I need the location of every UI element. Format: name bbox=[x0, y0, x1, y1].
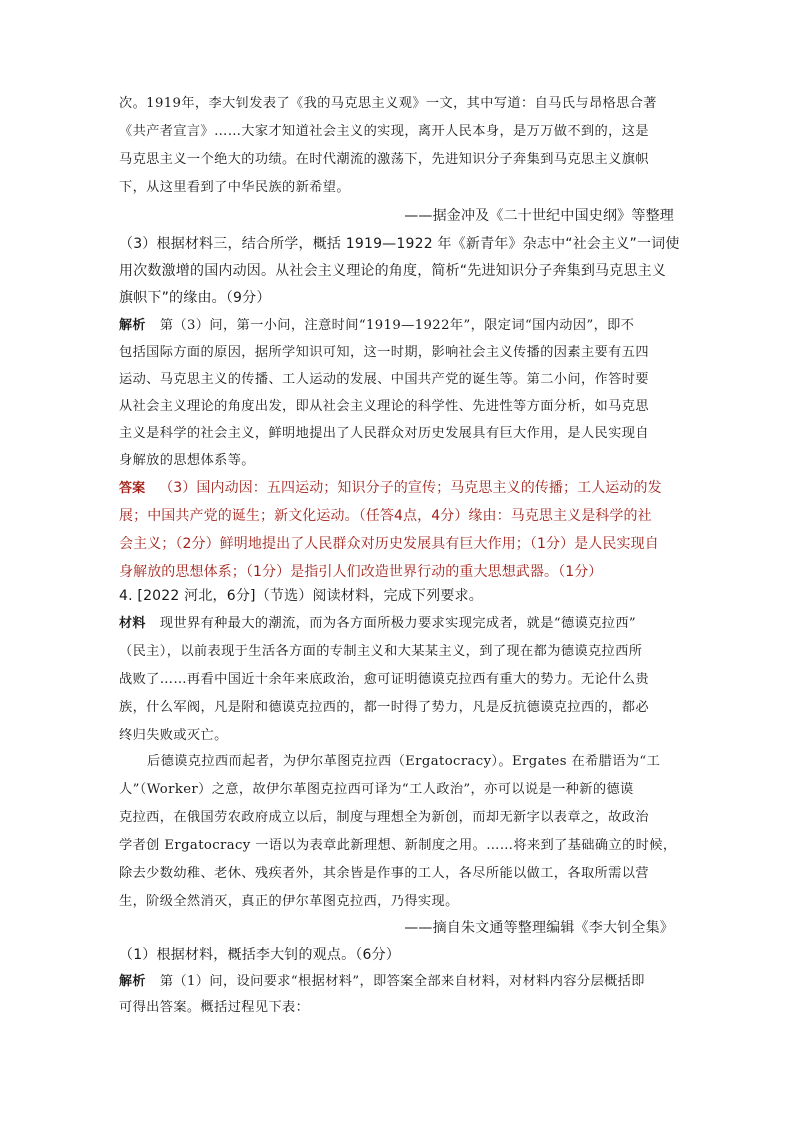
answer-line: 身解放的思想体系；（1分）是指引人们改造世界行动的重大思想武器。（1分） bbox=[119, 564, 603, 580]
material-text: 现世界有种最大的潮流，而为各方面所极力要求实现完成者，就是“德谟克拉西” bbox=[159, 616, 637, 631]
text-line: 终归失败或灭亡。 bbox=[119, 728, 228, 743]
material-label: 材料 bbox=[119, 616, 146, 631]
analysis-label: 解析 bbox=[119, 318, 146, 333]
text-line: 《共产者宣言》……大家才知道社会主义的实现，离开人民本身，是万万做不到的，这是 bbox=[119, 124, 649, 139]
question-line: 旗帜下”的缘由。（9分） bbox=[119, 290, 271, 306]
analysis-first-line bbox=[119, 316, 674, 336]
question-4-1: （1）根据材料，概括李大钊的观点。（6分） bbox=[119, 947, 401, 963]
text-line: 运动、马克思主义的传播、工人运动的发展、中国共产党的诞生等。第二小问，作答时要 bbox=[119, 372, 649, 387]
text-line: 次。1919年，李大钊发表了《我的马克思主义观》一文，其中写道：自马氏与昂格思合著 bbox=[119, 96, 657, 111]
answer-text: （3）国内动因：五四运动；知识分子的宣传；马克思主义的传播；工人运动的发 bbox=[159, 480, 662, 496]
text-line: 生，阶级全然消灭，真正的伊尔革图克拉西，乃得实现。 bbox=[119, 894, 459, 909]
analysis-text: 第（1）问，设问要求“根据材料”，即答案全部来自材料，对材料内容分层概括即 bbox=[159, 974, 645, 989]
answer-label: 答案 bbox=[119, 481, 146, 496]
question-4-header: 4. [2022 河北，6分]（节选）阅读材料，完成下列要求。 bbox=[119, 588, 483, 604]
text-line: 身解放的思想体系等。 bbox=[119, 453, 255, 468]
text-line: 主义是科学的社会主义，鲜明地提出了人民群众对历史发展具有巨大作用，是人民实现自 bbox=[119, 426, 649, 441]
text-line: 人”（Worker）之意，故伊尔革图克拉西可译为“工人政治”，亦可以说是一种新的德谟 bbox=[119, 782, 634, 797]
text-line: 马克思主义一个绝大的功绩。在时代潮流的激荡下，先进知识分子奔集到马克思主义旗帜 bbox=[119, 152, 649, 167]
text-line: 包括国际方面的原因，据所学知识可知，这一时期，影响社会主义传播的因素主要有五四 bbox=[119, 345, 649, 360]
analysis-label: 解析 bbox=[119, 974, 146, 989]
question-line: 用次数激增的国内动因。从社会主义理论的角度，简析“先进知识分子奔集到马克思主义 bbox=[119, 263, 667, 279]
text-line: （民主），以前表现于生活各方面的专制主义和大某某主义，到了现在都为德谟克拉西所 bbox=[119, 644, 643, 659]
analysis-first-line bbox=[119, 972, 674, 992]
text-line: 从社会主义理论的角度出发，即从社会主义理论的科学性、先进性等方面分析，如马克思 bbox=[119, 399, 649, 414]
analysis-text: 第（3）问，第一小问，注意时间“1919—1922年”，限定词“国内动因”，即不 bbox=[159, 318, 635, 333]
text-line: 可得出答案。概括过程见下表： bbox=[119, 1000, 310, 1015]
text-line: 下，从这里看到了中华民族的新希望。 bbox=[119, 180, 350, 195]
material-first-line bbox=[119, 614, 674, 634]
question-line: （3）根据材料三，结合所学，概括 1919—1922 年《新青年》杂志中“社会主义”一词使 bbox=[119, 236, 680, 252]
answer-line: 展；中国共产党的诞生；新文化运动。（任答4点，4分）缘由：马克思主义是科学的社 bbox=[119, 508, 652, 524]
source-citation: ——摘自朱文通等整理编辑《李大钊全集》 bbox=[404, 920, 674, 936]
text-line: 战败了……再看中国近十余年来底政治，愈可证明德谟克拉西有重大的势力。无论什么贵 bbox=[119, 672, 649, 687]
answer-line: 会主义；（2分）鲜明地提出了人民群众对历史发展具有巨大作用；（1分）是人民实现自 bbox=[119, 536, 659, 552]
text-line: 族，什么军阀，凡是附和德谟克拉西的，都一时得了势力，凡是反抗德谟克拉西的，都必 bbox=[119, 700, 649, 715]
text-line: 除去少数幼稚、老休、残疾者外，其余皆是作事的工人，各尽所能以做工，各取所需以营 bbox=[119, 866, 649, 881]
text-line: 学者创 Ergatocracy 一语以为表章此新理想、新制度之用。……将来到了基础确立的时候， bbox=[119, 838, 677, 853]
text-line: 克拉西，在俄国劳农政府成立以后，制度与理想全为新创，而却无新字以表章之，故政治 bbox=[119, 810, 649, 825]
text-line: 后德谟克拉西而起者，为伊尔革图克拉西（Ergatocracy）。Ergates 在希腊语为“工 bbox=[147, 754, 661, 769]
source-citation: ——据金冲及《二十世纪中国史纲》等整理 bbox=[404, 208, 674, 224]
answer-first-line bbox=[119, 478, 674, 499]
